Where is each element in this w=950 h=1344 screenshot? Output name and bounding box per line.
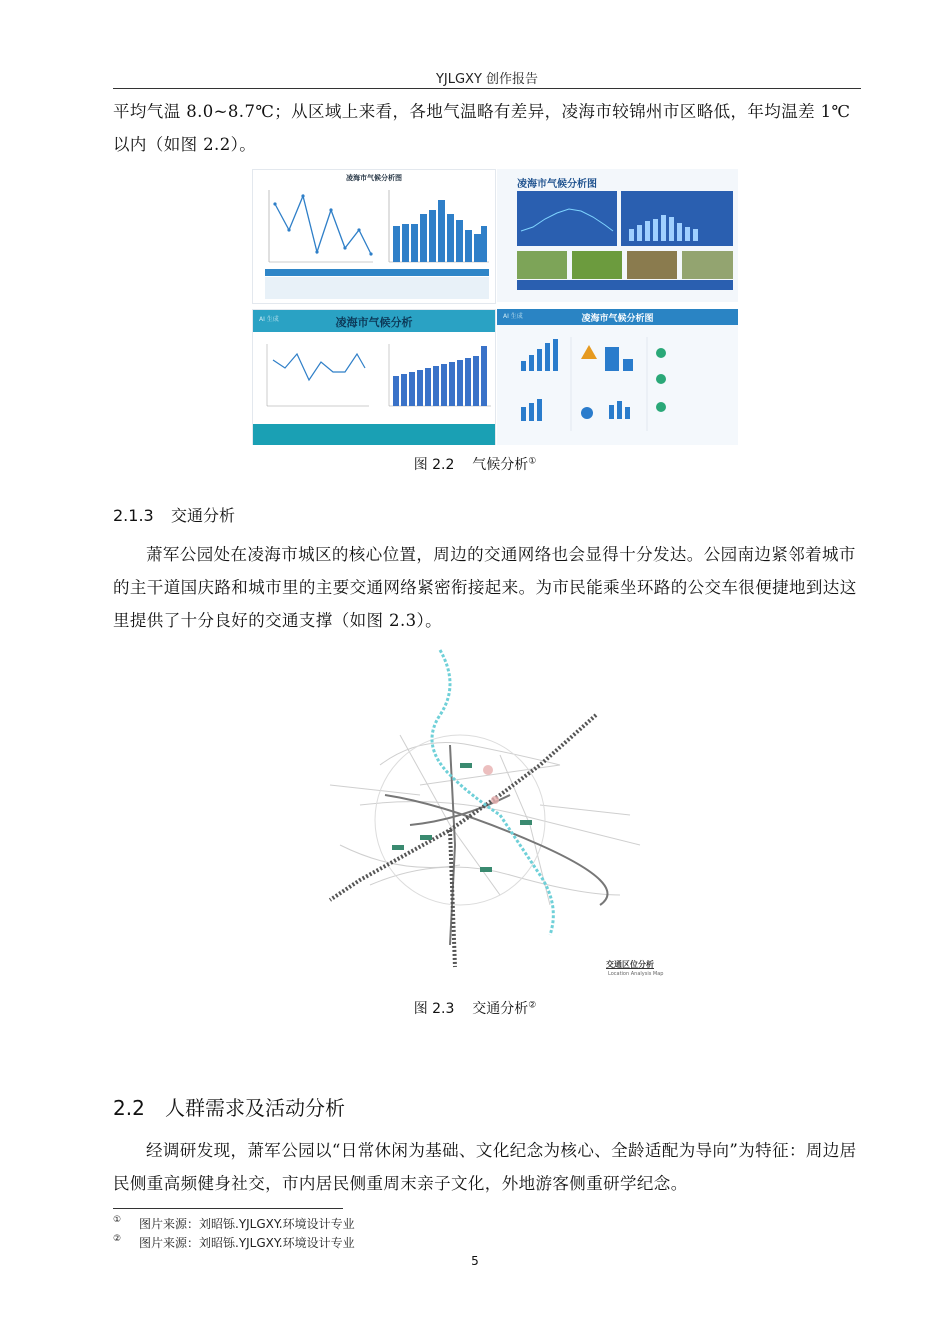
caption-title: 气候分析 <box>472 457 529 473</box>
climate-panel-line-bar <box>252 169 496 304</box>
summer-photo <box>572 251 622 279</box>
footnote-mark: ② <box>113 1234 122 1244</box>
footnote-1 <box>113 1215 355 1232</box>
winter-photo <box>682 251 733 279</box>
climate-panel-title: 凌海市气候分析图 <box>346 174 402 182</box>
page-number: 5 <box>471 1254 479 1268</box>
header-rule <box>113 88 861 89</box>
footnote-ref: ② <box>528 1000 537 1011</box>
climate-panel-photo <box>497 169 738 302</box>
ai-right-icons <box>497 309 738 445</box>
figure-traffic-map <box>300 645 670 980</box>
traffic-map-subtitle: Location Analysis Map <box>608 971 664 977</box>
climate-panel-ai-right <box>497 309 738 445</box>
caption-title: 交通分析 <box>472 1001 529 1017</box>
figure-caption-2-3 <box>0 998 950 1018</box>
running-header: YJLGXY 创作报告 <box>435 72 539 87</box>
season-caption-bar <box>517 280 733 290</box>
autumn-photo <box>627 251 677 279</box>
ai-left-season-strip <box>253 424 495 445</box>
traffic-map-title: 交通区位分析 <box>606 960 654 969</box>
footnote-ref: ① <box>528 456 537 467</box>
ai-tag: AI 生成 <box>259 316 279 323</box>
paragraph-climate: 平均气温 8.0~8.7℃；从区域上来看，各地气温略有差异，凌海市较锦州市区略低，年均温差 1℃以内（如图 2.2）。 <box>113 102 851 154</box>
ai-right-tag: AI 生成 <box>503 313 523 320</box>
caption-label: 图 2.3 <box>413 1001 455 1017</box>
section-heading-2-2 <box>113 1092 345 1121</box>
traffic-map-drawing <box>300 645 670 980</box>
section-heading-2-1-3 <box>113 503 235 526</box>
climate-photo-panel-title: 凌海市气候分析图 <box>517 179 597 190</box>
footnote-mark: ① <box>113 1215 122 1225</box>
figure-caption-2-2 <box>0 454 950 474</box>
paragraph-traffic: 萧军公园处在凌海市城区的核心位置，周边的交通网络也会显得十分发达。公园南边紧邻着城市的主干道国庆路和城市里的主要交通网络紧密衔接起来。为市民能乘坐环路的公交车很便捷地到达这里提供了十分良好的交通支撑（如图 2.3）。 <box>113 545 857 630</box>
paragraph-crowd: 经调研发现，萧军公园以“日常休闲为基础、文化纪念为核心、全龄适配为导向”为特征：周边居民侧重高频健身社交，市内居民侧重周末亲子文化，外地游客侧重研学纪念。 <box>113 1141 857 1193</box>
spring-photo <box>517 251 567 279</box>
footnote-text: 图片来源：刘昭铄.YJLGXY.环境设计专业 <box>139 1217 355 1231</box>
footnote-rule <box>113 1208 343 1209</box>
footnote-text: 图片来源：刘昭铄.YJLGXY.环境设计专业 <box>139 1236 355 1250</box>
footnote-2 <box>113 1234 355 1251</box>
ai-right-title: 凌海市气候分析图 <box>581 314 654 324</box>
season-detail-bar <box>265 277 489 299</box>
season-header-bar <box>265 269 489 276</box>
caption-label: 图 2.2 <box>413 457 455 473</box>
section-number: 2.2 <box>113 1096 145 1120</box>
section-title: 交通分析 <box>171 506 236 525</box>
climate-panel-ai-left <box>252 309 496 445</box>
figure-climate-analysis <box>252 169 738 445</box>
section-title: 人群需求及活动分析 <box>165 1096 345 1120</box>
ai-left-title: 凌海市气候分析 <box>335 316 413 329</box>
section-number: 2.1.3 <box>113 506 154 525</box>
